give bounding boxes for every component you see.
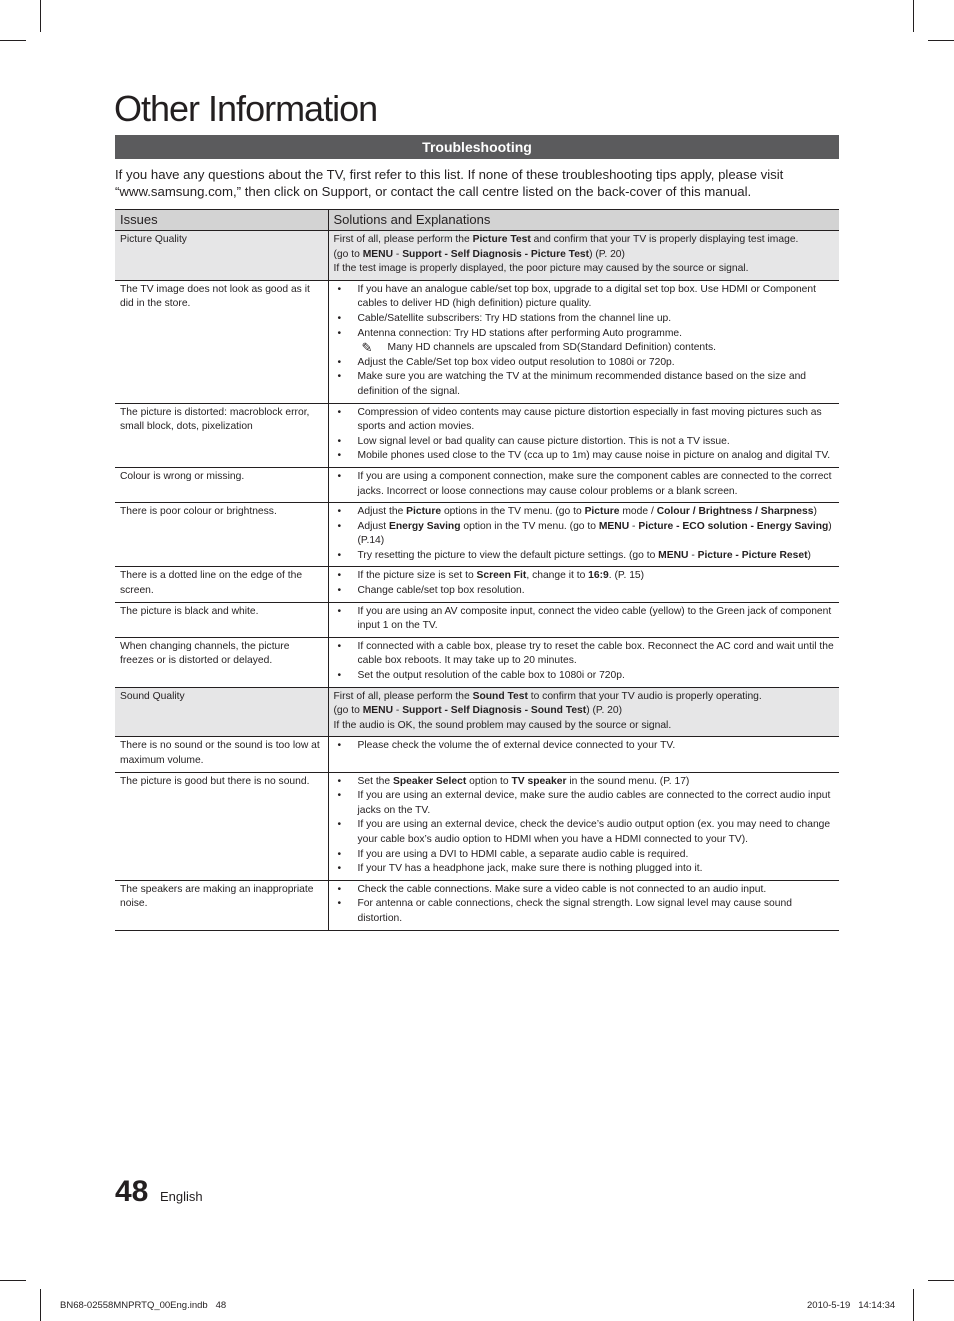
text-run: Check the cable connections. Make sure a video cable is not connected to an audio input. bbox=[357, 883, 767, 895]
text-run: to confirm that your TV audio is properly operating. bbox=[527, 690, 762, 702]
text-run: Please check the volume the of external device connected to your TV. bbox=[357, 740, 676, 752]
bullet-icon: • bbox=[337, 283, 342, 295]
solution-cell bbox=[328, 637, 839, 687]
text-run: Low signal level or bad quality can cause picture distortion. This is not a TV issue. bbox=[357, 435, 730, 447]
bullet-icon: • bbox=[337, 819, 342, 831]
text-run: (go to bbox=[333, 248, 363, 260]
bullet-icon: • bbox=[337, 670, 342, 682]
issue-cell: The picture is good but there is no sound. bbox=[115, 772, 328, 880]
bullet-icon: • bbox=[337, 790, 342, 802]
solution-line bbox=[334, 690, 835, 705]
list-item bbox=[334, 569, 835, 584]
text-run: First of all, please perform the bbox=[333, 234, 473, 245]
solution-line bbox=[334, 233, 835, 248]
solution-cell bbox=[328, 687, 839, 737]
text-run: - bbox=[688, 549, 698, 561]
text-run: If you are using an external device, check the device’s audio output option (ex. you may need to change your cable box’s audio option to HDMI when you have a HDMI connected to your TV). bbox=[357, 819, 831, 845]
table-row bbox=[115, 567, 839, 602]
crop-mark bbox=[40, 1289, 41, 1321]
text-run: First of all, please perform the bbox=[333, 690, 473, 702]
bullet-icon: • bbox=[337, 506, 342, 518]
text-run: Set the bbox=[357, 775, 393, 787]
solution-cell bbox=[328, 280, 839, 403]
issue-cell: Sound Quality bbox=[115, 687, 328, 737]
solution-list bbox=[334, 569, 835, 598]
bullet-icon: • bbox=[337, 863, 342, 875]
crop-mark bbox=[0, 40, 26, 41]
intro-text: If you have any questions about the TV, first refer to this list. If none of these troubleshooting tips apply, please visit “www.samsung.com,” then click on Support, or contact the call centre listed on the back-cover of this manual. bbox=[115, 167, 784, 199]
text-run: mode / bbox=[619, 506, 657, 518]
text-run: If you have an analogue cable/set top box, upgrade to a digital set top box. Use HDMI or Component cables to deliver HD (high definition) picture quality. bbox=[357, 283, 816, 310]
bullet-icon: • bbox=[337, 883, 342, 895]
issue-cell: The TV image does not look as good as it did in the store. bbox=[115, 280, 328, 403]
text-run: For antenna or cable connections, check the signal strength. Low signal level may cause sound distortion. bbox=[357, 898, 792, 924]
bold-text: Sound Test bbox=[472, 690, 528, 702]
bold-text: Picture bbox=[406, 506, 442, 518]
text-run: Adjust bbox=[357, 520, 389, 532]
issue-cell: The speakers are making an inappropriate noise. bbox=[115, 880, 328, 930]
solution-cell bbox=[328, 403, 839, 467]
bullet-icon: • bbox=[337, 585, 342, 597]
bold-text: Colour / Brightness / Sharpness bbox=[656, 506, 814, 518]
solution-list bbox=[334, 406, 835, 464]
text-run: Cable/Satellite subscribers: Try HD stations from the channel line up. bbox=[357, 312, 672, 324]
text-run: Adjust the Cable/Set top box video output resolution to 1080i or 720p. bbox=[357, 356, 675, 368]
bullet-icon: • bbox=[337, 848, 342, 860]
list-item bbox=[334, 327, 835, 342]
solution-cell bbox=[328, 231, 839, 281]
bullet-icon: • bbox=[337, 549, 342, 561]
crop-mark bbox=[913, 0, 914, 32]
bold-text: Picture - ECO solution - Energy Saving bbox=[638, 520, 829, 532]
list-item bbox=[334, 449, 835, 464]
crop-mark bbox=[913, 1289, 914, 1321]
list-item bbox=[334, 470, 835, 499]
list-item bbox=[334, 312, 835, 327]
solution-line bbox=[334, 719, 835, 734]
list-item bbox=[334, 605, 835, 634]
text-run: ) (P. 20) bbox=[586, 705, 623, 717]
text-run: If you are using an AV composite input, connect the video cable (yellow) to the Green jack of component input 1 on the TV. bbox=[357, 605, 832, 632]
crop-mark bbox=[928, 1280, 954, 1281]
bullet-icon: • bbox=[337, 356, 342, 368]
table-body bbox=[115, 231, 839, 931]
text-run: option to bbox=[466, 775, 512, 787]
text-run: in the sound menu. (P. 17) bbox=[566, 775, 690, 787]
solution-cell bbox=[328, 880, 839, 930]
issue-cell: When changing channels, the picture freezes or is distorted or delayed. bbox=[115, 637, 328, 687]
crop-mark bbox=[0, 1280, 26, 1281]
table-row bbox=[115, 687, 839, 737]
note-pencil-icon: ✎ bbox=[361, 340, 373, 356]
list-item bbox=[334, 356, 835, 371]
bullet-icon: • bbox=[337, 371, 342, 383]
footer-date: 2010-5-19 14:14:34 bbox=[807, 1300, 896, 1311]
text-run: If the audio is OK, the sound problem may caused by the source or signal. bbox=[333, 719, 672, 731]
solution-list bbox=[334, 283, 835, 400]
solution-line bbox=[334, 262, 835, 277]
text-run: If the picture size is set to bbox=[357, 570, 477, 582]
solution-list bbox=[334, 775, 835, 877]
section-heading: Troubleshooting bbox=[115, 135, 839, 159]
solution-cell bbox=[328, 503, 839, 567]
language-label: English bbox=[160, 1189, 203, 1204]
list-item bbox=[334, 739, 835, 754]
bold-text: MENU bbox=[598, 520, 630, 532]
list-item bbox=[334, 283, 835, 312]
bullet-icon: • bbox=[337, 327, 342, 339]
bullet-icon: • bbox=[337, 435, 342, 447]
solution-line bbox=[334, 704, 835, 719]
table-header-row bbox=[115, 210, 839, 231]
bold-text: 16:9 bbox=[588, 570, 609, 582]
intro-paragraph bbox=[115, 166, 839, 200]
text-run: ) (P. 20) bbox=[589, 248, 625, 260]
list-item bbox=[334, 435, 835, 450]
bold-text: Picture - Picture Reset bbox=[697, 549, 808, 561]
table-row bbox=[115, 637, 839, 687]
table-row bbox=[115, 772, 839, 880]
bold-text: Speaker Select bbox=[393, 775, 467, 787]
text-run: Antenna connection: Try HD stations after performing Auto programme. bbox=[357, 327, 683, 339]
text-run: ) (P.14) bbox=[357, 520, 832, 547]
list-item bbox=[334, 549, 835, 564]
text-run: and confirm that your TV is properly displaying test image. bbox=[530, 234, 799, 245]
bullet-icon: • bbox=[337, 740, 342, 752]
text-run: - bbox=[393, 248, 403, 260]
list-item bbox=[334, 505, 835, 520]
bold-text: Support - Self Diagnosis - Sound Test bbox=[402, 705, 587, 717]
issue-cell: The picture is black and white. bbox=[115, 602, 328, 637]
text-run: Adjust the bbox=[357, 506, 407, 518]
crop-mark bbox=[40, 0, 41, 32]
table-row bbox=[115, 880, 839, 930]
table-row bbox=[115, 231, 839, 281]
text-run: options in the TV menu. (go to bbox=[441, 506, 585, 518]
solution-cell bbox=[328, 772, 839, 880]
table-row bbox=[115, 280, 839, 403]
list-item bbox=[334, 341, 835, 356]
list-item bbox=[334, 669, 835, 684]
solution-list bbox=[334, 883, 835, 927]
text-run: If the test image is properly displayed, the poor picture may caused by the source or signal. bbox=[333, 263, 749, 275]
troubleshooting-table bbox=[115, 209, 839, 931]
footer-file-name: BN68-02558MNPRTQ_00Eng.indb 48 bbox=[60, 1300, 227, 1311]
issue-cell: The picture is distorted: macroblock error, small block, dots, pixelization bbox=[115, 403, 328, 467]
bullet-icon: • bbox=[337, 470, 342, 482]
bullet-icon: • bbox=[337, 406, 342, 418]
solution-cell bbox=[328, 567, 839, 602]
column-header-issues: Issues bbox=[115, 210, 328, 231]
issue-cell: There is no sound or the sound is too low at maximum volume. bbox=[115, 737, 328, 772]
issue-cell: Colour is wrong or missing. bbox=[115, 467, 328, 502]
text-run: option in the TV menu. (go to bbox=[460, 520, 599, 532]
bold-text: Energy Saving bbox=[388, 520, 461, 532]
text-run: - bbox=[393, 705, 403, 717]
page-title: Other Information bbox=[114, 88, 378, 129]
text-run: Compression of video contents may cause picture distortion especially in fast moving pictures such as sports and action movies. bbox=[357, 406, 822, 433]
bullet-icon: • bbox=[337, 605, 342, 617]
bold-text: MENU bbox=[362, 248, 394, 260]
bullet-icon: • bbox=[337, 570, 342, 582]
list-item bbox=[334, 640, 835, 669]
table-row bbox=[115, 403, 839, 467]
text-run: ) bbox=[807, 549, 811, 561]
issue-cell: Picture Quality bbox=[115, 231, 328, 281]
table-row bbox=[115, 737, 839, 772]
column-header-solutions: Solutions and Explanations bbox=[328, 210, 839, 231]
list-item bbox=[334, 406, 835, 435]
list-item bbox=[334, 584, 835, 599]
bullet-icon: • bbox=[337, 312, 342, 324]
text-run: Try resetting the picture to view the default picture settings. (go to bbox=[357, 549, 659, 561]
list-item bbox=[334, 883, 835, 898]
list-item bbox=[334, 818, 835, 847]
bullet-icon: • bbox=[337, 450, 342, 462]
text-run: - bbox=[629, 520, 639, 532]
list-item bbox=[334, 862, 835, 877]
solution-cell bbox=[328, 467, 839, 502]
text-run: (go to bbox=[333, 705, 363, 717]
text-run: If connected with a cable box, please try to reset the cable box. Reconnect the AC cord and wait until the cable box reboots. It may take up to 20 minutes. bbox=[357, 640, 834, 667]
solution-cell bbox=[328, 602, 839, 637]
text-run: Mobile phones used close to the TV (cca up to 1m) may cause noise in picture on analog and digital TV. bbox=[357, 450, 831, 462]
page-number: 48 bbox=[115, 1175, 149, 1208]
list-item bbox=[334, 775, 835, 790]
solution-line bbox=[334, 248, 835, 263]
bold-text: MENU bbox=[658, 549, 689, 561]
issue-cell: There is poor colour or brightness. bbox=[115, 503, 328, 567]
solution-list bbox=[334, 505, 835, 563]
crop-mark bbox=[928, 40, 954, 41]
text-run: If you are using an external device, make sure the audio cables are connected to the correct audio input jacks on the TV. bbox=[357, 790, 831, 816]
solution-cell bbox=[328, 737, 839, 772]
bold-text: Screen Fit bbox=[476, 570, 527, 582]
bold-text: Support - Self Diagnosis - Picture Test bbox=[402, 248, 590, 260]
text-run: Make sure you are watching the TV at the minimum recommended distance based on the size and definition of the signal. bbox=[357, 371, 807, 397]
bullet-icon: • bbox=[337, 520, 342, 532]
text-run: If your TV has a headphone jack, make sure there is nothing plugged into it. bbox=[357, 863, 703, 875]
list-item bbox=[334, 789, 835, 818]
bullet-icon: • bbox=[337, 898, 342, 910]
text-run: Set the output resolution of the cable box to 1080i or 720p. bbox=[357, 670, 625, 682]
text-run: , change it to bbox=[526, 570, 589, 582]
bullet-icon: • bbox=[337, 640, 342, 652]
bold-text: Picture Test bbox=[472, 234, 531, 245]
table-row bbox=[115, 467, 839, 502]
solution-list bbox=[334, 640, 835, 684]
text-run: If you are using a DVI to HDMI cable, a separate audio cable is required. bbox=[357, 848, 689, 860]
text-run: If you are using a component connection, make sure the component cables are connected to the correct jacks. Incorrect or loose connections may cause colour problems or a blank screen. bbox=[357, 470, 832, 497]
solution-list bbox=[334, 470, 835, 499]
bold-text: TV speaker bbox=[511, 775, 567, 787]
bullet-icon: • bbox=[337, 775, 342, 787]
list-item bbox=[334, 370, 835, 399]
bold-text: Picture bbox=[584, 506, 620, 518]
list-item bbox=[334, 520, 835, 549]
text-run: ) bbox=[813, 506, 817, 518]
solution-list bbox=[334, 605, 835, 634]
list-item bbox=[334, 848, 835, 863]
text-run: Change cable/set top box resolution. bbox=[357, 585, 525, 597]
note-text: Many HD channels are upscaled from SD(Standard Definition) contents. bbox=[387, 342, 717, 354]
solution-list bbox=[334, 739, 835, 754]
bold-text: MENU bbox=[362, 705, 394, 717]
table-row bbox=[115, 602, 839, 637]
list-item bbox=[334, 897, 835, 926]
table-row bbox=[115, 503, 839, 567]
issue-cell: There is a dotted line on the edge of the screen. bbox=[115, 567, 328, 602]
text-run: . (P. 15) bbox=[608, 570, 645, 582]
